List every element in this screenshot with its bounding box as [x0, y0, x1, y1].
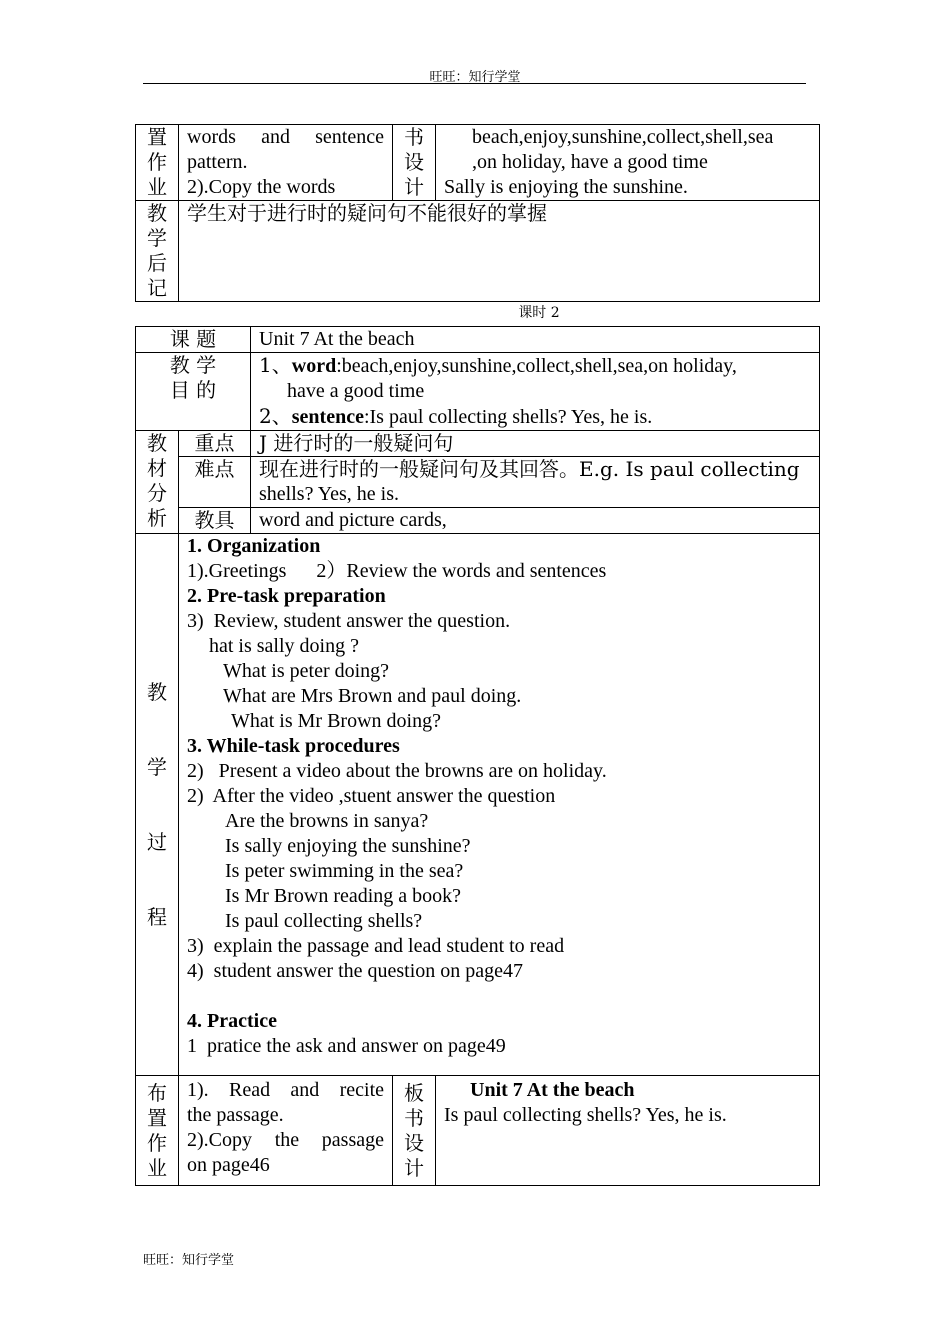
section-while-task: 3. While-task procedures [187, 735, 400, 757]
lesson2-plan-table [135, 326, 820, 1186]
board-design-label: 书 设 计 [393, 125, 436, 201]
difficulty-value: 现在进行时的一般疑问句及其回答。E.g. Is paul collecting shells? Yes, he is. [251, 457, 820, 508]
page-footer: 旺旺：知行学堂 [143, 1253, 235, 1268]
section-practice: 4. Practice [187, 1010, 277, 1032]
homework-content: words and sentence pattern. 2).Copy the words [179, 125, 393, 201]
key-point-label: 重点 [179, 431, 251, 457]
topic-label: 课 题 [136, 327, 251, 353]
goal-content: 1、word:beach,enjoy,sunshine,collect,shell,sea,on holiday, have a good time 2、sentence:Is paul collecting shells? Yes, he is. [251, 353, 820, 431]
page-header: 旺旺：知行学堂 [429, 70, 521, 85]
homework2-label: 布 置 作 业 [136, 1076, 179, 1186]
section-pre-task: 2. Pre-task preparation [187, 585, 386, 607]
lesson-number-label: 课时 2 [518, 305, 560, 321]
teaching-tools-value: word and picture cards, [251, 508, 820, 534]
homework2-content: 1). Read and recite the passage. 2).Copy the passage on page46 [179, 1076, 393, 1186]
reflection-content: 学生对于进行时的疑问句不能很好的掌握 [179, 201, 820, 302]
board2-content: Unit 7 At the beach Is paul collecting shells? Yes, he is. [436, 1076, 820, 1186]
lesson1-continuation-table [135, 124, 820, 302]
process-label: 教 学 过 程 [136, 534, 179, 1076]
analysis-label: 教 材 分 析 [136, 431, 179, 534]
board2-label: 板 书 设 计 [393, 1076, 436, 1186]
teaching-tools-label: 教具 [179, 508, 251, 534]
process-content: 1. Organization 1).Greetings 2）Review the words and sentences 2. Pre-task preparation 3) Review, student answer the question. hat is sally doing ? What is peter doing? What are Mrs Brown and paul doing. What is Mr Brown doing? 3. While-task procedures 2) Present a video about the browns are on holiday. 2) After the video ,stuent answer the question Are the browns in sanya? Is sally enjoying the sunshine? Is peter swimming in the sea? Is Mr Brown reading a book? Is paul collecting shells? 3) explain the passage and lead student to read 4) student answer the question on page47 4. Practice 1 pratice the ask and answer on page49 [179, 534, 820, 1076]
homework-label: 置 作 业 [136, 125, 179, 201]
difficulty-label: 难点 [179, 457, 251, 508]
goal-label: 教 学 目 的 [136, 353, 251, 431]
section-organization: 1. Organization [187, 535, 321, 557]
key-point-value: J 进行时的一般疑问句 [251, 431, 820, 457]
topic-value: Unit 7 At the beach [251, 327, 820, 353]
board-design-content: beach,enjoy,sunshine,collect,shell,sea ,on holiday, have a good time Sally is enjoying the sunshine. [436, 125, 820, 201]
header-rule [143, 83, 806, 84]
reflection-label: 教 学 后 记 [136, 201, 179, 302]
